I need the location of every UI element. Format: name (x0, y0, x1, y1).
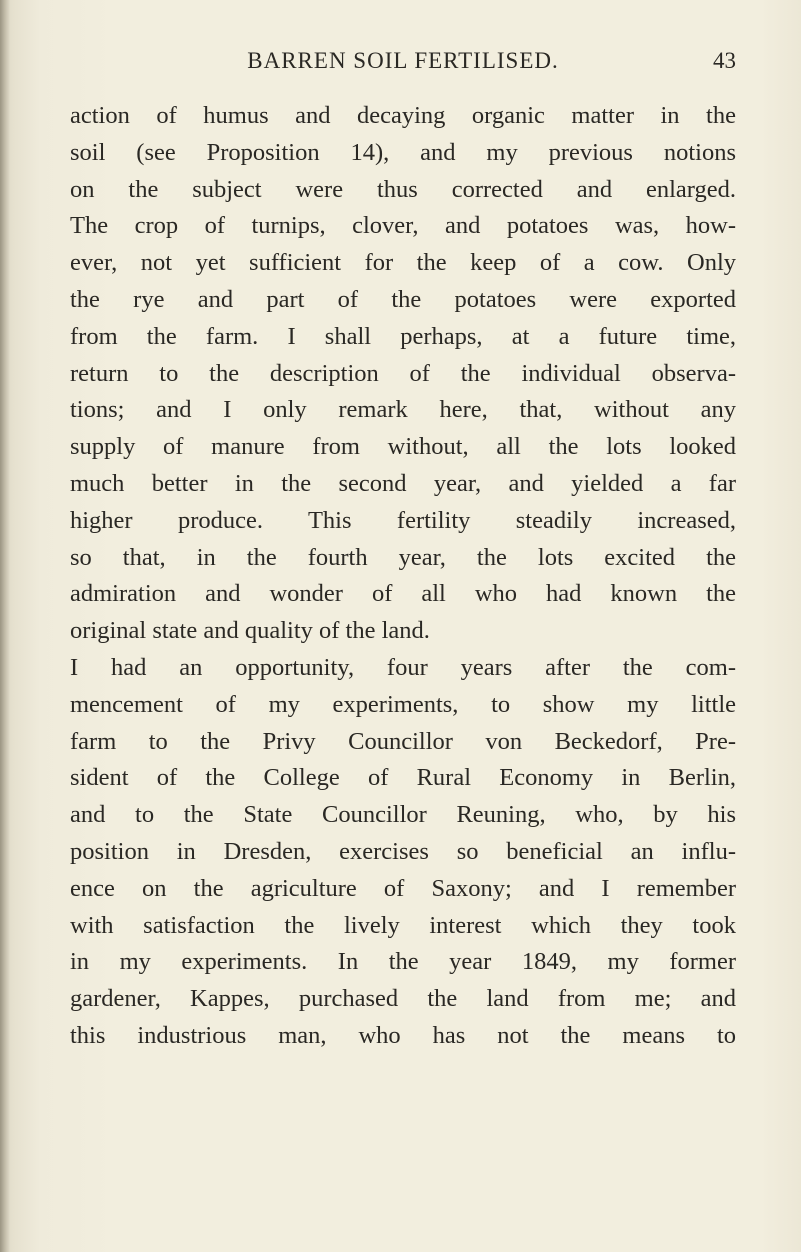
body-text (70, 98, 736, 1055)
text-line: mencement of my experiments, to show my little (70, 690, 736, 718)
page-header (70, 48, 736, 80)
text-line: sident of the College of Rural Economy in Berlin, (70, 764, 736, 792)
text-line: on the subject were thus corrected and enlarged. (70, 175, 736, 203)
page-number: 43 (713, 48, 736, 73)
text-line: this industrious man, who has not the means to (70, 1021, 736, 1049)
text-line: ence on the agriculture of Saxony; and I remember (70, 874, 736, 902)
text-line: return to the description of the individual observa- (70, 359, 736, 387)
text-line: original state and quality of the land. (70, 617, 430, 645)
text-line: farm to the Privy Councillor von Beckedorf, Pre- (70, 727, 736, 755)
text-line: much better in the second year, and yielded a far (70, 469, 736, 497)
text-line: soil (see Proposition 14), and my previous notions (70, 138, 736, 166)
text-line: in my experiments. In the year 1849, my former (70, 948, 736, 976)
text-line: gardener, Kappes, purchased the land from me; and (70, 985, 736, 1013)
text-line: I had an opportunity, four years after the com- (70, 653, 736, 681)
binding-gutter (0, 0, 10, 1252)
text-line: ever, not yet sufficient for the keep of a cow. Only (70, 249, 736, 277)
text-line: The crop of turnips, clover, and potatoes was, how- (70, 212, 736, 240)
text-line: admiration and wonder of all who had known the (70, 580, 736, 608)
paragraph-2 (70, 650, 736, 1055)
text-line: position in Dresden, exercises so beneficial an influ- (70, 837, 736, 865)
text-line: and to the State Councillor Reuning, who, by his (70, 801, 736, 829)
running-head: BARREN SOIL FERTILISED. (247, 48, 559, 73)
text-line: action of humus and decaying organic matter in the (70, 102, 736, 129)
text-line: higher produce. This fertility steadily increased, (70, 506, 736, 534)
text-line: from the farm. I shall perhaps, at a future time, (70, 322, 736, 350)
text-line: with satisfaction the lively interest which they took (70, 911, 736, 939)
text-line: so that, in the fourth year, the lots excited the (70, 543, 736, 571)
paragraph-1 (70, 98, 736, 650)
text-line: supply of manure from without, all the lots looked (70, 433, 736, 461)
text-line: tions; and I only remark here, that, without any (70, 396, 736, 424)
text-line: the rye and part of the potatoes were exported (70, 285, 736, 313)
